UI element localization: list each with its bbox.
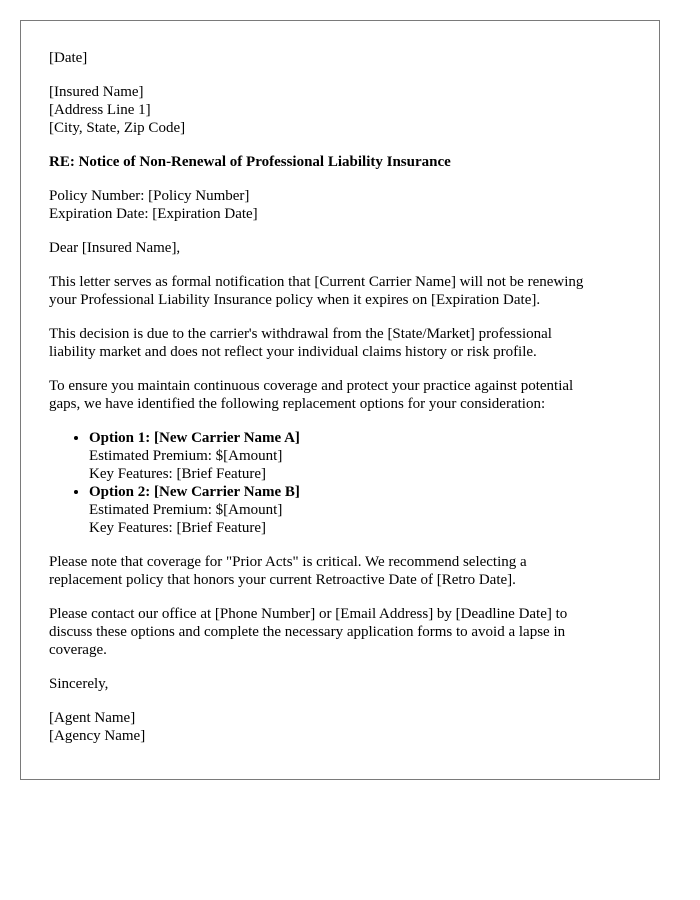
paragraph-line: Please contact our office at [Phone Number] or [Email Address] by [Deadline Date] to: [49, 606, 568, 622]
paragraph-line: gaps, we have identified the following replacement options for your consideration:: [49, 396, 546, 412]
policy-details: [49, 187, 631, 223]
option-features: Key Features: [Brief Feature]: [89, 520, 267, 536]
agent-name: [Agent Name]: [49, 710, 136, 726]
paragraph-contact: [49, 605, 631, 659]
paragraph-line: This letter serves as formal notification that [Current Carrier Name] will not be renewing: [49, 274, 584, 290]
recipient-city-state-zip: [City, State, Zip Code]: [49, 120, 186, 136]
paragraph-line: To ensure you maintain continuous coverage and protect your practice against potential: [49, 378, 574, 394]
option-item: [89, 429, 631, 483]
paragraph-line: This decision is due to the carrier's withdrawal from the [State/Market] professional: [49, 326, 552, 342]
option-features: Key Features: [Brief Feature]: [89, 466, 267, 482]
signature-block: [49, 709, 631, 745]
letter-page: [20, 20, 660, 780]
option-premium: Estimated Premium: $[Amount]: [89, 448, 283, 464]
policy-number: Policy Number: [Policy Number]: [49, 188, 250, 204]
closing: Sincerely,: [49, 676, 109, 692]
letter-subject: RE: Notice of Non-Renewal of Professional Liability Insurance: [49, 154, 451, 170]
option-title: • Option 2: [New Carrier Name B]: [89, 484, 300, 500]
expiration-date: Expiration Date: [Expiration Date]: [49, 206, 258, 222]
recipient-address-line-1: [Address Line 1]: [49, 102, 151, 118]
salutation: Dear [Insured Name],: [49, 240, 181, 256]
date-line-block: [49, 49, 631, 67]
letter-date: [Date]: [49, 50, 88, 66]
recipient-name: [Insured Name]: [49, 84, 144, 100]
recipient-address: [49, 83, 631, 137]
paragraph-prior-acts: [49, 553, 631, 589]
subject-block: [49, 153, 631, 171]
paragraph-line: liability market and does not reflect your individual claims history or risk profile.: [49, 344, 537, 360]
replacement-options-list: [49, 429, 631, 537]
salutation-block: [49, 239, 631, 257]
paragraph-notification: [49, 273, 631, 309]
paragraph-line: coverage.: [49, 642, 107, 658]
paragraph-line: discuss these options and complete the necessary application forms to avoid a lapse in: [49, 624, 566, 640]
option-title: • Option 1: [New Carrier Name A]: [89, 430, 300, 446]
paragraph-line: replacement policy that honors your current Retroactive Date of [Retro Date].: [49, 572, 516, 588]
option-premium: Estimated Premium: $[Amount]: [89, 502, 283, 518]
paragraph-line: your Professional Liability Insurance policy when it expires on [Expiration Date].: [49, 292, 541, 308]
paragraph-line: Please note that coverage for "Prior Acts" is critical. We recommend selecting a: [49, 554, 527, 570]
option-item: [89, 483, 631, 537]
closing-block: [49, 675, 631, 693]
agency-name: [Agency Name]: [49, 728, 146, 744]
paragraph-reason: [49, 325, 631, 361]
paragraph-options-intro: [49, 377, 631, 413]
